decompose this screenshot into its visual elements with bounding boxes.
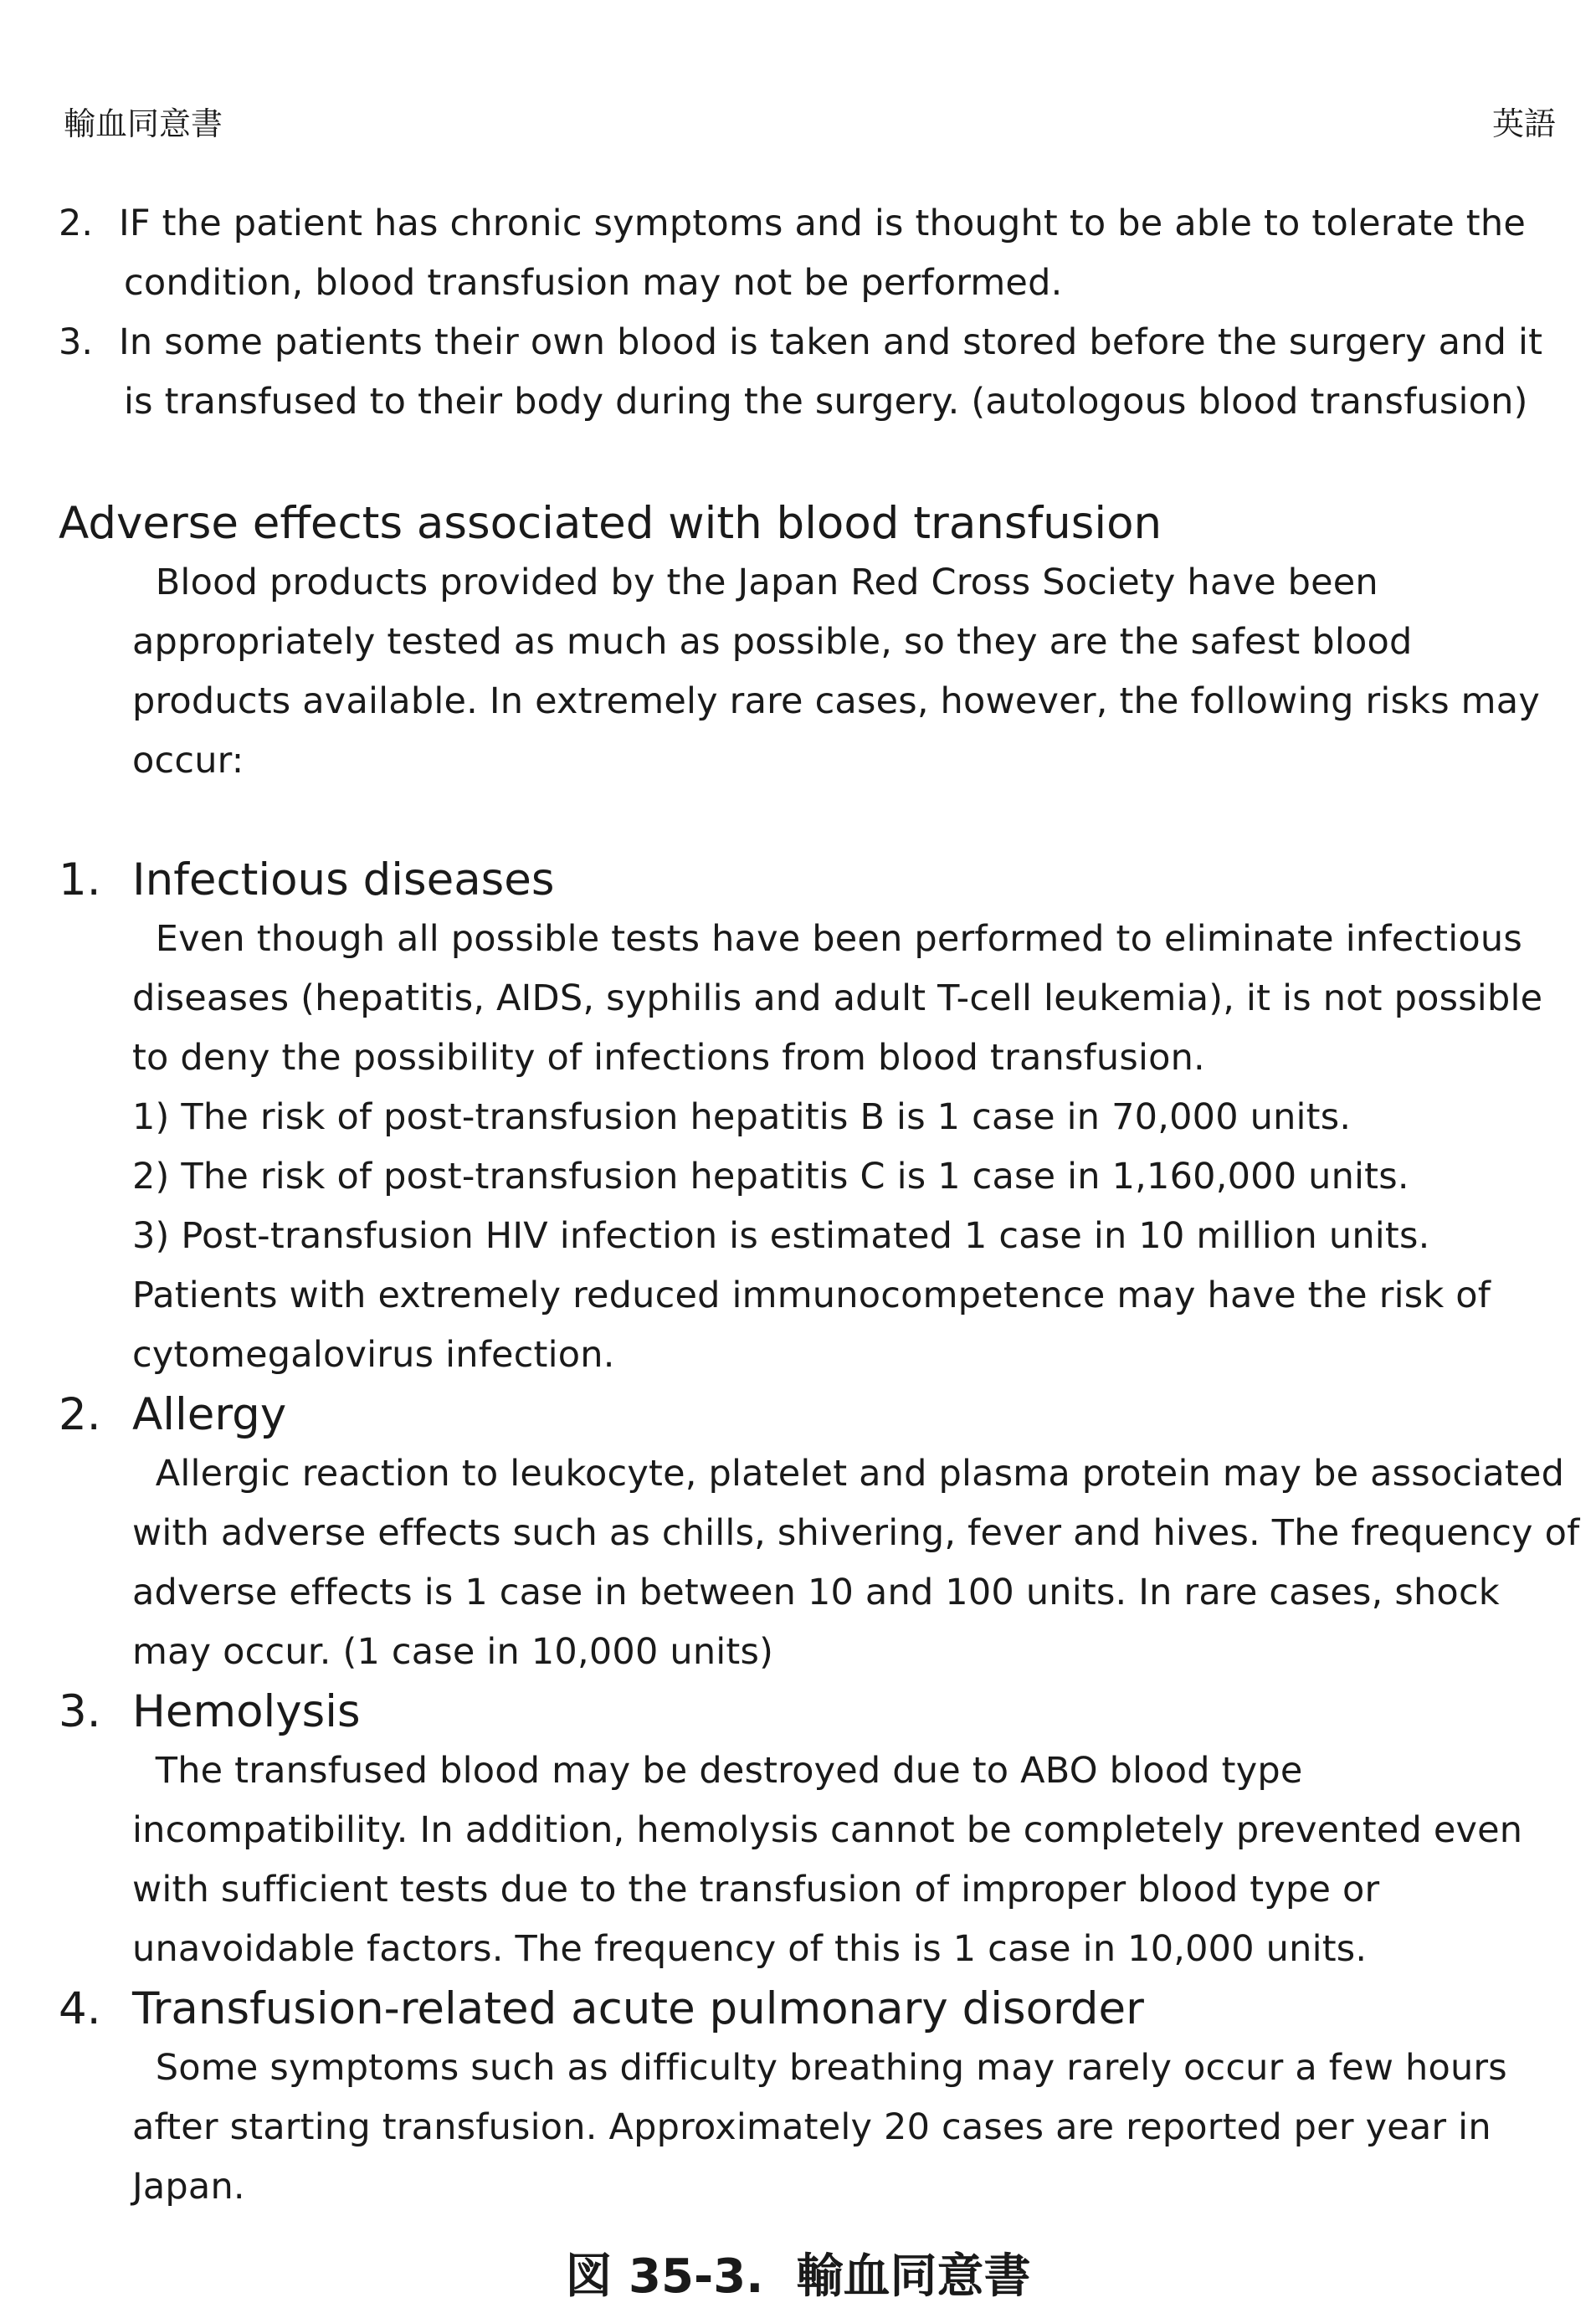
adverse-paragraph-line: products available. In extremely rare cases, however, the following risks may <box>132 680 1540 722</box>
section-line: The transfused blood may be destroyed due to ABO blood type <box>132 1750 1303 1792</box>
section-line: incompatibility. In addition, hemolysis cannot be completely prevented even <box>132 1809 1523 1851</box>
header-language: 英語 <box>1491 105 1556 142</box>
section-line: Japan. <box>132 2166 245 2208</box>
section-title: Transfusion-related acute pulmonary disorder <box>132 1983 1144 2034</box>
intro-item-line: condition, blood transfusion may not be performed. <box>124 262 1063 304</box>
header-title: 輸血同意書 <box>64 105 223 142</box>
section-line: with sufficient tests due to the transfusion of improper blood type or <box>132 1869 1380 1911</box>
adverse-paragraph-line: Blood products provided by the Japan Red Cross Society have been <box>132 562 1378 603</box>
section-line: unavoidable factors. The frequency of this is 1 case in 10,000 units. <box>132 1928 1368 1970</box>
section-line: 1) The risk of post-transfusion hepatitis B is 1 case in 70,000 units. <box>132 1096 1352 1138</box>
section-title: Hemolysis <box>132 1686 361 1737</box>
section-line: 3) Post-transfusion HIV infection is estimated 1 case in 10 million units. <box>132 1215 1430 1257</box>
section-number: 4. <box>59 1983 101 2034</box>
section-title: Allergy <box>132 1389 287 1440</box>
section-line: Some symptoms such as difficulty breathing may rarely occur a few hours <box>132 2047 1507 2089</box>
figure-caption: 図 35-3. 輸血同意書 <box>565 2249 1031 2304</box>
section-number: 1. <box>59 854 101 905</box>
adverse-heading: Adverse effects associated with blood transfusion <box>59 498 1162 549</box>
section-line: Patients with extremely reduced immunocompetence may have the risk of <box>132 1275 1491 1316</box>
section-line: diseases (hepatitis, AIDS, syphilis and adult T-cell leukemia), it is not possible <box>132 977 1543 1019</box>
adverse-paragraph-line: appropriately tested as much as possible, so they are the safest blood <box>132 621 1413 663</box>
section-title: Infectious diseases <box>132 854 555 905</box>
section-line: adverse effects is 1 case in between 10 and 100 units. In rare cases, shock <box>132 1572 1500 1613</box>
section-line: may occur. (1 case in 10,000 units) <box>132 1631 774 1673</box>
section-number: 3. <box>59 1686 101 1737</box>
intro-item-number: 2. <box>59 203 94 244</box>
section-line: with adverse effects such as chills, shivering, fever and hives. The frequency of <box>132 1512 1580 1554</box>
adverse-paragraph-line: occur: <box>132 740 244 782</box>
section-line: after starting transfusion. Approximately 20 cases are reported per year in <box>132 2106 1491 2148</box>
section-line: 2) The risk of post-transfusion hepatitis C is 1 case in 1,160,000 units. <box>132 1156 1409 1198</box>
intro-item-number: 3. <box>59 321 94 363</box>
section-number: 2. <box>59 1389 101 1440</box>
intro-item-line: is transfused to their body during the surgery. (autologous blood transfusion) <box>124 381 1528 423</box>
section-line: Even though all possible tests have been performed to eliminate infectious <box>132 918 1522 960</box>
intro-item-line: IF the patient has chronic symptoms and is thought to be able to tolerate the <box>119 203 1526 244</box>
section-line: cytomegalovirus infection. <box>132 1334 615 1376</box>
section-line: to deny the possibility of infections from blood transfusion. <box>132 1037 1205 1079</box>
section-line: Allergic reaction to leukocyte, platelet and plasma protein may be associated <box>132 1453 1565 1495</box>
intro-item-line: In some patients their own blood is taken and stored before the surgery and it <box>119 321 1543 363</box>
